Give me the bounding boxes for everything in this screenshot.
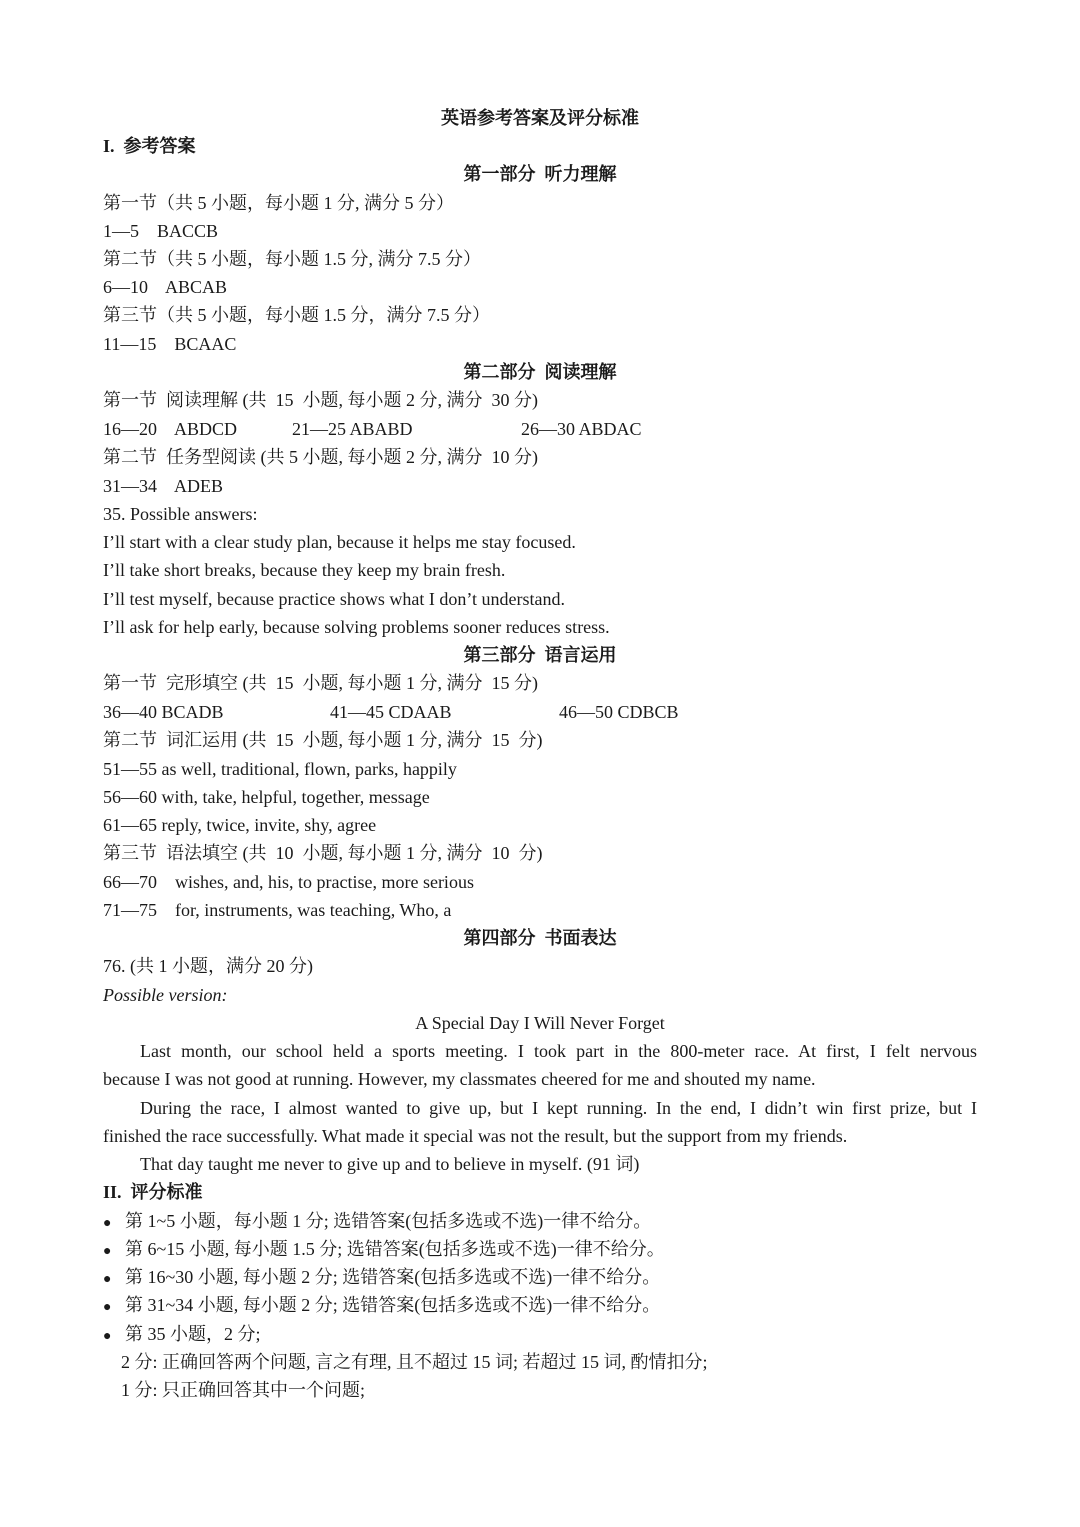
bullet-icon: ●: [103, 1300, 112, 1315]
bullet-icon: ●: [103, 1216, 112, 1231]
scoring-bullet-item: [103, 1296, 660, 1315]
part3-vocab-line: 61—65 reply, twice, invite, shy, agree: [103, 815, 377, 835]
part3-section1-desc: 第一节 完形填空 (共 15 小题, 每小题 1 分, 满分 15 分): [103, 673, 538, 693]
scoring-bullet-item: [103, 1212, 651, 1231]
document-title: 英语参考答案及评分标准: [441, 108, 639, 128]
part1-section2-answers: 6—10 ABCAB: [103, 277, 228, 297]
part2-section1-desc: 第一节 阅读理解 (共 15 小题, 每小题 2 分, 满分 30 分): [103, 390, 538, 410]
part4-desc: 76. (共 1 小题，满分 20 分): [103, 956, 313, 976]
part3-answers-36-40: 36—40 BCADB: [103, 702, 224, 722]
scoring-bullet-text: 第 35 小题，2 分;: [125, 1324, 261, 1344]
part1-heading: 第一部分 听力理解: [463, 164, 617, 184]
part3-section3-desc: 第三节 语法填空 (共 10 小题, 每小题 1 分, 满分 10 分): [103, 843, 543, 863]
part3-answers-46-50: 46—50 CDBCB: [559, 702, 679, 722]
part3-section2-desc: 第二节 词汇运用 (共 15 小题, 每小题 1 分, 满分 15 分): [103, 730, 543, 750]
part4-heading: 第四部分 书面表达: [463, 928, 617, 948]
part1-section1-answers: 1—5 BACCB: [103, 221, 219, 241]
possible-version-label: Possible version:: [103, 985, 228, 1005]
part3-grammar-line: 71—75 for, instruments, was teaching, Who, a: [103, 900, 452, 920]
essay-paragraph-line: During the race, I almost wanted to give up, but I kept running. In the end, I didn’t win first prize, but I: [140, 1098, 977, 1118]
part2-answers-16-20: 16—20 ABDCD: [103, 419, 238, 439]
essay-paragraph-line: Last month, our school held a sports meeting. I took part in the 800-meter race. At first, I felt nervous: [140, 1041, 977, 1061]
q35-answer-line: I’ll take short breaks, because they keep my brain fresh.: [103, 560, 506, 580]
scoring-sub-line: 1 分: 只正确回答其中一个问题;: [121, 1380, 366, 1400]
part3-grammar-line: 66—70 wishes, and, his, to practise, more serious: [103, 872, 474, 892]
part3-heading: 第三部分 语言运用: [463, 645, 617, 665]
q35-answer-line: I’ll test myself, because practice shows what I don’t understand.: [103, 589, 566, 609]
part1-section3-desc: 第三节（共 5 小题，每小题 1.5 分，满分 7.5 分）: [103, 305, 490, 325]
part1-section1-desc: 第一节（共 5 小题，每小题 1 分, 满分 5 分）: [103, 193, 454, 213]
bullet-icon: ●: [103, 1272, 112, 1287]
bullet-icon: ●: [103, 1244, 112, 1259]
part2-answers-21-25: 21—25 ABABD: [292, 419, 413, 439]
part1-section2-desc: 第二节（共 5 小题，每小题 1.5 分, 满分 7.5 分）: [103, 249, 481, 269]
section-heading-answers: I. 参考答案: [103, 136, 196, 156]
part2-section2-desc: 第二节 任务型阅读 (共 5 小题, 每小题 2 分, 满分 10 分): [103, 447, 538, 467]
scoring-bullet-text: 第 1~5 小题，每小题 1 分; 选错答案(包括多选或不选)一律不给分。: [125, 1211, 652, 1231]
essay-paragraph-line: because I was not good at running. However, my classmates cheered for me and shouted my name.: [103, 1069, 816, 1089]
bullet-icon: ●: [103, 1329, 112, 1344]
part3-vocab-line: 51—55 as well, traditional, flown, parks, happily: [103, 759, 457, 779]
part1-section3-answers: 11—15 BCAAC: [103, 334, 237, 354]
scoring-bullet-item: [103, 1268, 660, 1287]
scoring-bullet-item: [103, 1325, 261, 1344]
scoring-bullet-text: 第 16~30 小题, 每小题 2 分; 选错答案(包括多选或不选)一律不给分。: [125, 1267, 661, 1287]
scoring-bullet-item: [103, 1240, 665, 1259]
essay-paragraph-line: That day taught me never to give up and to believe in myself. (91 词): [140, 1154, 640, 1174]
q35-heading: 35. Possible answers:: [103, 504, 258, 524]
part2-answers-26-30: 26—30 ABDAC: [521, 419, 642, 439]
essay-paragraph-line: finished the race successfully. What made it special was not the result, but the support from my friends.: [103, 1126, 848, 1146]
section-heading-scoring: II. 评分标准: [103, 1182, 203, 1202]
q35-answer-line: I’ll start with a clear study plan, because it helps me stay focused.: [103, 532, 576, 552]
essay-title: A Special Day I Will Never Forget: [415, 1013, 665, 1033]
part2-answers-31-34: 31—34 ADEB: [103, 476, 224, 496]
part2-heading: 第二部分 阅读理解: [463, 362, 617, 382]
part3-vocab-line: 56—60 with, take, helpful, together, message: [103, 787, 430, 807]
scoring-bullet-text: 第 6~15 小题, 每小题 1.5 分; 选错答案(包括多选或不选)一律不给分。: [125, 1239, 665, 1259]
scoring-sub-line: 2 分: 正确回答两个问题, 言之有理, 且不超过 15 词; 若超过 15 词, 酌情扣分;: [121, 1352, 708, 1372]
q35-answer-line: I’ll ask for help early, because solving problems sooner reduces stress.: [103, 617, 610, 637]
scoring-bullet-text: 第 31~34 小题, 每小题 2 分; 选错答案(包括多选或不选)一律不给分。: [125, 1295, 661, 1315]
part3-answers-41-45: 41—45 CDAAB: [330, 702, 452, 722]
